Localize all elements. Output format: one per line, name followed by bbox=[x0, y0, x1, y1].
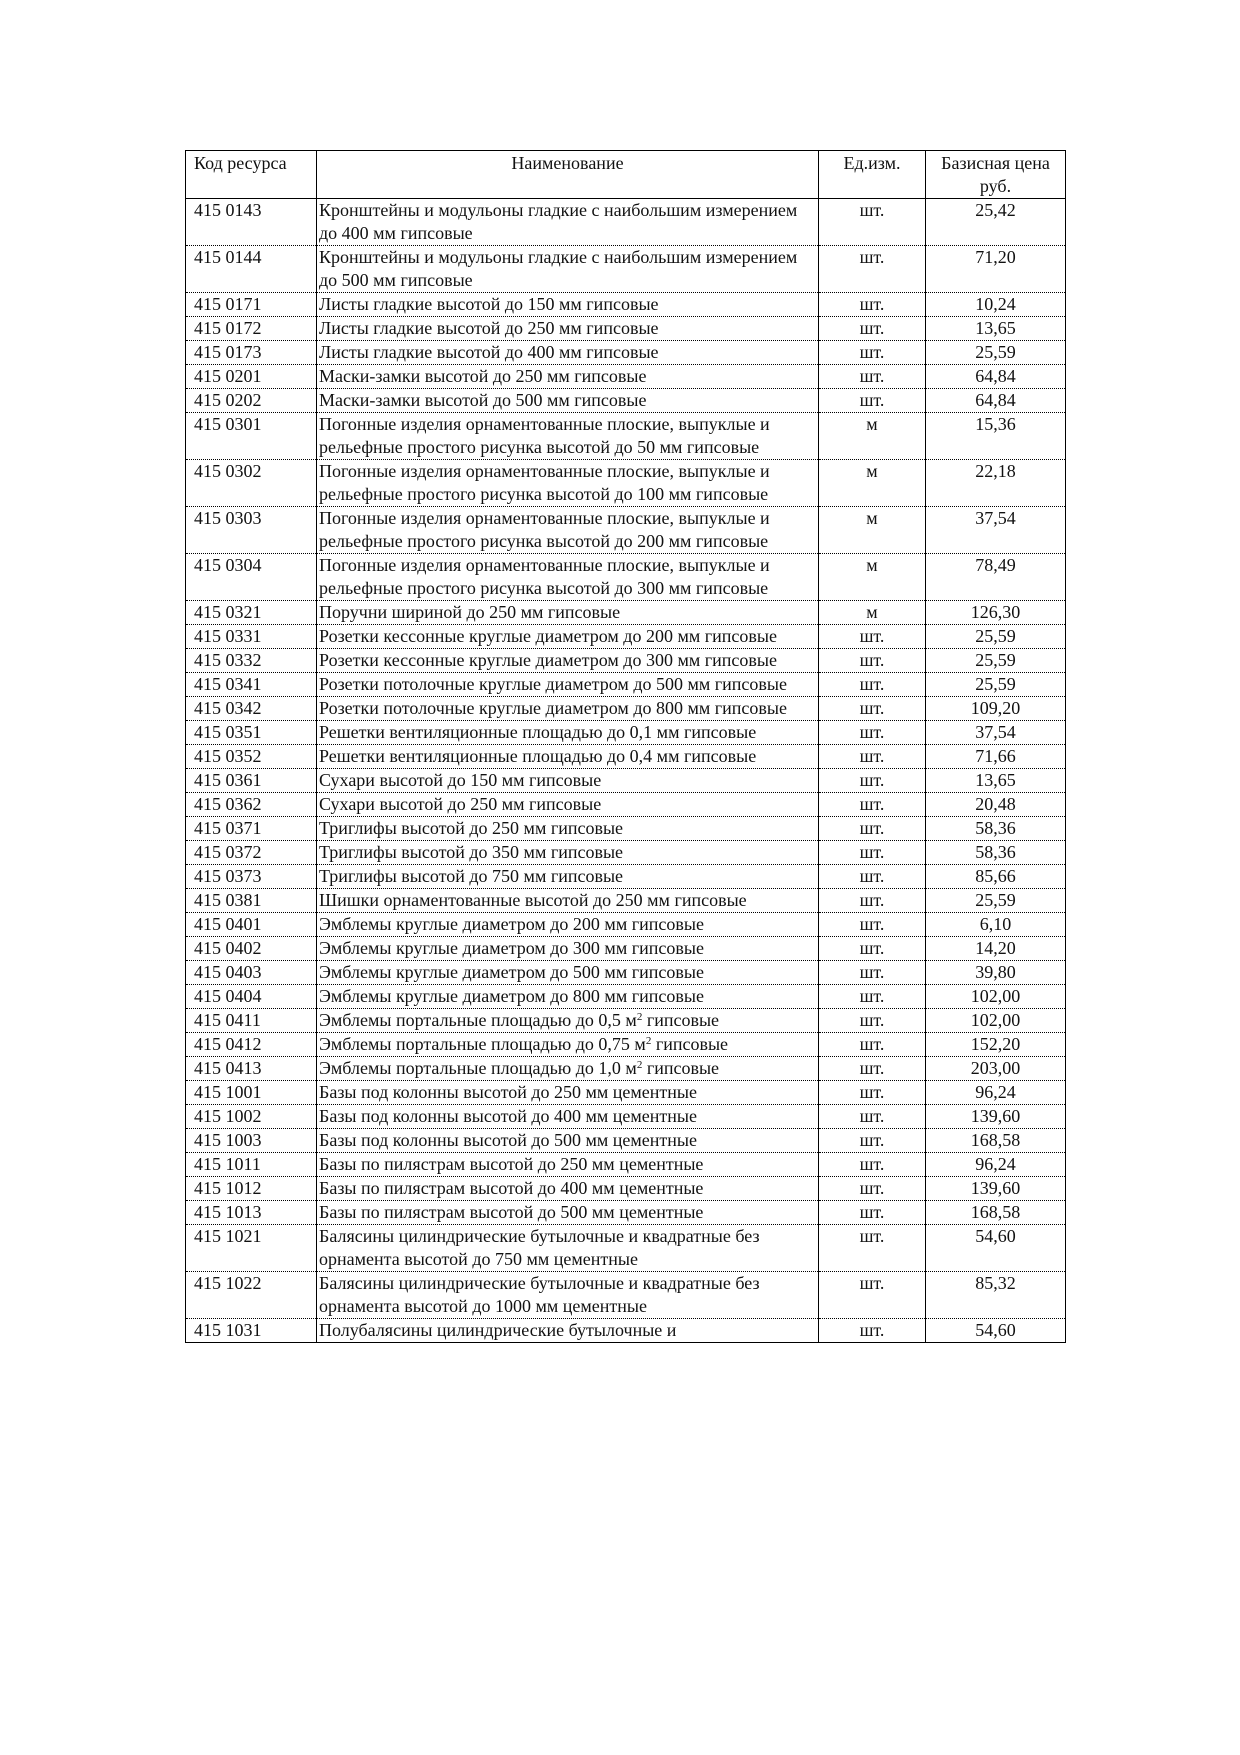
table-row bbox=[186, 601, 1066, 625]
table-row bbox=[186, 341, 1066, 365]
resource-name-cell bbox=[317, 1033, 819, 1057]
unit-cell: шт. bbox=[819, 293, 926, 317]
price-cell: 139,60 bbox=[926, 1105, 1066, 1129]
resource-code-cell: 415 0173 bbox=[186, 341, 317, 365]
resource-name-cell: Розетки кессонные круглые диаметром до 200 мм гипсовые bbox=[317, 625, 819, 649]
resource-name-cell: Эмблемы круглые диаметром до 800 мм гипсовые bbox=[317, 985, 819, 1009]
table-row bbox=[186, 745, 1066, 769]
table-row bbox=[186, 317, 1066, 341]
name-superscript: 2 bbox=[636, 1059, 643, 1071]
resource-name-cell: Розетки потолочные круглые диаметром до 800 мм гипсовые bbox=[317, 697, 819, 721]
price-cell: 54,60 bbox=[926, 1225, 1066, 1272]
resource-name-cell: Базы по пилястрам высотой до 400 мм цементные bbox=[317, 1177, 819, 1201]
unit-cell: шт. bbox=[819, 721, 926, 745]
table-row bbox=[186, 817, 1066, 841]
unit-cell: м bbox=[819, 460, 926, 507]
resource-code-cell: 415 0302 bbox=[186, 460, 317, 507]
resource-code-cell: 415 0371 bbox=[186, 817, 317, 841]
resource-code-cell: 415 0372 bbox=[186, 841, 317, 865]
resource-code-cell: 415 1022 bbox=[186, 1272, 317, 1319]
resource-name-cell: Решетки вентиляционные площадью до 0,1 мм гипсовые bbox=[317, 721, 819, 745]
resource-name-cell: Полубалясины цилиндрические бутылочные и bbox=[317, 1319, 819, 1343]
table-row bbox=[186, 389, 1066, 413]
resource-code-cell: 415 0201 bbox=[186, 365, 317, 389]
unit-cell: шт. bbox=[819, 1057, 926, 1081]
unit-cell: шт. bbox=[819, 841, 926, 865]
unit-cell: шт. bbox=[819, 1081, 926, 1105]
table-row bbox=[186, 460, 1066, 507]
price-cell: 139,60 bbox=[926, 1177, 1066, 1201]
unit-cell: шт. bbox=[819, 246, 926, 293]
resource-name-cell: Эмблемы круглые диаметром до 300 мм гипсовые bbox=[317, 937, 819, 961]
resource-code-cell: 415 0332 bbox=[186, 649, 317, 673]
price-cell: 168,58 bbox=[926, 1201, 1066, 1225]
table-row bbox=[186, 985, 1066, 1009]
resource-name-cell: Погонные изделия орнаментованные плоские, выпуклые и рельефные простого рисунка высотой до 200 мм гипсовые bbox=[317, 507, 819, 554]
resource-code-cell: 415 1011 bbox=[186, 1153, 317, 1177]
price-cell: 85,32 bbox=[926, 1272, 1066, 1319]
table-row bbox=[186, 1105, 1066, 1129]
resource-code-cell: 415 1001 bbox=[186, 1081, 317, 1105]
resource-code-cell: 415 1002 bbox=[186, 1105, 317, 1129]
resource-name-cell: Листы гладкие высотой до 150 мм гипсовые bbox=[317, 293, 819, 317]
table-body bbox=[186, 199, 1066, 1343]
resource-code-cell: 415 0404 bbox=[186, 985, 317, 1009]
table-row bbox=[186, 507, 1066, 554]
unit-cell: шт. bbox=[819, 745, 926, 769]
resource-code-cell: 415 0331 bbox=[186, 625, 317, 649]
price-cell: 14,20 bbox=[926, 937, 1066, 961]
table-row bbox=[186, 1129, 1066, 1153]
unit-cell: шт. bbox=[819, 1225, 926, 1272]
table-row bbox=[186, 1057, 1066, 1081]
resource-name-cell: Шишки орнаментованные высотой до 250 мм гипсовые bbox=[317, 889, 819, 913]
resource-name-cell bbox=[317, 1009, 819, 1033]
price-cell: 78,49 bbox=[926, 554, 1066, 601]
price-cell: 96,24 bbox=[926, 1081, 1066, 1105]
resource-code-cell: 415 0143 bbox=[186, 199, 317, 246]
price-cell: 6,10 bbox=[926, 913, 1066, 937]
table-row bbox=[186, 961, 1066, 985]
unit-cell: м bbox=[819, 413, 926, 460]
price-cell: 126,30 bbox=[926, 601, 1066, 625]
resource-code-cell: 415 0402 bbox=[186, 937, 317, 961]
table-row bbox=[186, 199, 1066, 246]
resource-code-cell: 415 1012 bbox=[186, 1177, 317, 1201]
unit-cell: шт. bbox=[819, 673, 926, 697]
resource-name-cell: Балясины цилиндрические бутылочные и квадратные без орнамента высотой до 750 мм цементные bbox=[317, 1225, 819, 1272]
price-cell: 71,66 bbox=[926, 745, 1066, 769]
unit-cell: шт. bbox=[819, 985, 926, 1009]
resource-name-cell: Погонные изделия орнаментованные плоские, выпуклые и рельефные простого рисунка высотой до 50 мм гипсовые bbox=[317, 413, 819, 460]
table-row bbox=[186, 913, 1066, 937]
table-row bbox=[186, 1081, 1066, 1105]
table-row bbox=[186, 793, 1066, 817]
price-cell: 20,48 bbox=[926, 793, 1066, 817]
unit-cell: шт. bbox=[819, 1105, 926, 1129]
resource-name-cell: Погонные изделия орнаментованные плоские, выпуклые и рельефные простого рисунка высотой до 300 мм гипсовые bbox=[317, 554, 819, 601]
price-cell: 25,59 bbox=[926, 673, 1066, 697]
table-row bbox=[186, 1272, 1066, 1319]
unit-cell: шт. bbox=[819, 889, 926, 913]
resource-code-cell: 415 1013 bbox=[186, 1201, 317, 1225]
unit-cell: м bbox=[819, 601, 926, 625]
unit-cell: шт. bbox=[819, 937, 926, 961]
unit-cell: шт. bbox=[819, 625, 926, 649]
table-row bbox=[186, 769, 1066, 793]
table-row bbox=[186, 365, 1066, 389]
unit-cell: шт. bbox=[819, 913, 926, 937]
price-cell: 109,20 bbox=[926, 697, 1066, 721]
unit-cell: шт. bbox=[819, 1201, 926, 1225]
price-cell: 37,54 bbox=[926, 721, 1066, 745]
unit-cell: шт. bbox=[819, 199, 926, 246]
price-cell: 102,00 bbox=[926, 1009, 1066, 1033]
resource-name-cell: Розетки потолочные круглые диаметром до 500 мм гипсовые bbox=[317, 673, 819, 697]
price-table bbox=[185, 150, 1066, 1343]
resource-name-cell: Триглифы высотой до 250 мм гипсовые bbox=[317, 817, 819, 841]
resource-name-cell: Листы гладкие высотой до 400 мм гипсовые bbox=[317, 341, 819, 365]
resource-name-cell: Маски-замки высотой до 500 мм гипсовые bbox=[317, 389, 819, 413]
price-cell: 58,36 bbox=[926, 841, 1066, 865]
unit-cell: шт. bbox=[819, 865, 926, 889]
unit-cell: шт. bbox=[819, 961, 926, 985]
price-cell: 22,18 bbox=[926, 460, 1066, 507]
price-cell: 25,59 bbox=[926, 625, 1066, 649]
table-row bbox=[186, 293, 1066, 317]
resource-code-cell: 415 0321 bbox=[186, 601, 317, 625]
price-cell: 13,65 bbox=[926, 769, 1066, 793]
resource-code-cell: 415 1021 bbox=[186, 1225, 317, 1272]
unit-cell: шт. bbox=[819, 1319, 926, 1343]
table-row bbox=[186, 413, 1066, 460]
resource-name-cell: Кронштейны и модульоны гладкие с наибольшим измерением до 400 мм гипсовые bbox=[317, 199, 819, 246]
table-row bbox=[186, 721, 1066, 745]
resource-code-cell: 415 0381 bbox=[186, 889, 317, 913]
resource-code-cell: 415 0341 bbox=[186, 673, 317, 697]
resource-name-cell bbox=[317, 1057, 819, 1081]
resource-name-cell: Базы по пилястрам высотой до 500 мм цементные bbox=[317, 1201, 819, 1225]
table-row bbox=[186, 1177, 1066, 1201]
name-text-suffix: гипсовые bbox=[651, 1034, 729, 1054]
unit-cell: шт. bbox=[819, 793, 926, 817]
unit-cell: шт. bbox=[819, 817, 926, 841]
unit-cell: м bbox=[819, 554, 926, 601]
header-row bbox=[186, 151, 1066, 199]
table-row bbox=[186, 841, 1066, 865]
resource-code-cell: 415 1031 bbox=[186, 1319, 317, 1343]
unit-cell: шт. bbox=[819, 649, 926, 673]
price-cell: 25,59 bbox=[926, 341, 1066, 365]
price-cell: 25,59 bbox=[926, 889, 1066, 913]
name-text-suffix: гипсовые bbox=[642, 1010, 720, 1030]
price-cell: 10,24 bbox=[926, 293, 1066, 317]
resource-code-cell: 415 0351 bbox=[186, 721, 317, 745]
table-row bbox=[186, 1319, 1066, 1343]
price-cell: 15,36 bbox=[926, 413, 1066, 460]
unit-cell: шт. bbox=[819, 1153, 926, 1177]
table-row bbox=[186, 554, 1066, 601]
price-cell: 58,36 bbox=[926, 817, 1066, 841]
resource-code-cell: 415 0342 bbox=[186, 697, 317, 721]
unit-cell: шт. bbox=[819, 1033, 926, 1057]
resource-code-cell: 415 0413 bbox=[186, 1057, 317, 1081]
resource-name-cell: Сухари высотой до 150 мм гипсовые bbox=[317, 769, 819, 793]
resource-name-cell: Балясины цилиндрические бутылочные и квадратные без орнамента высотой до 1000 мм цементные bbox=[317, 1272, 819, 1319]
unit-cell: шт. bbox=[819, 341, 926, 365]
resource-name-cell: Базы под колонны высотой до 250 мм цементные bbox=[317, 1081, 819, 1105]
price-cell: 13,65 bbox=[926, 317, 1066, 341]
table-row bbox=[186, 1225, 1066, 1272]
price-cell: 37,54 bbox=[926, 507, 1066, 554]
price-cell: 168,58 bbox=[926, 1129, 1066, 1153]
resource-name-cell: Погонные изделия орнаментованные плоские, выпуклые и рельефные простого рисунка высотой до 100 мм гипсовые bbox=[317, 460, 819, 507]
resource-name-cell: Базы под колонны высотой до 500 мм цементные bbox=[317, 1129, 819, 1153]
table-row bbox=[186, 649, 1066, 673]
price-cell: 96,24 bbox=[926, 1153, 1066, 1177]
resource-name-cell: Сухари высотой до 250 мм гипсовые bbox=[317, 793, 819, 817]
name-superscript: 2 bbox=[645, 1035, 652, 1047]
resource-code-cell: 415 0144 bbox=[186, 246, 317, 293]
unit-cell: шт. bbox=[819, 697, 926, 721]
resource-code-cell: 415 0304 bbox=[186, 554, 317, 601]
unit-cell: шт. bbox=[819, 1129, 926, 1153]
price-cell: 54,60 bbox=[926, 1319, 1066, 1343]
unit-cell: шт. bbox=[819, 1009, 926, 1033]
price-cell: 64,84 bbox=[926, 365, 1066, 389]
unit-cell: шт. bbox=[819, 365, 926, 389]
resource-code-cell: 415 0403 bbox=[186, 961, 317, 985]
resource-code-cell: 415 1003 bbox=[186, 1129, 317, 1153]
resource-name-cell: Розетки кессонные круглые диаметром до 300 мм гипсовые bbox=[317, 649, 819, 673]
resource-name-cell: Базы под колонны высотой до 400 мм цементные bbox=[317, 1105, 819, 1129]
resource-name-cell: Поручни шириной до 250 мм гипсовые bbox=[317, 601, 819, 625]
table-row bbox=[186, 1009, 1066, 1033]
resource-code-cell: 415 0361 bbox=[186, 769, 317, 793]
resource-name-cell: Триглифы высотой до 750 мм гипсовые bbox=[317, 865, 819, 889]
resource-name-cell: Базы по пилястрам высотой до 250 мм цементные bbox=[317, 1153, 819, 1177]
header-price: Базисная цена руб. bbox=[926, 151, 1066, 199]
header-unit: Ед.изм. bbox=[819, 151, 926, 199]
resource-name-cell: Листы гладкие высотой до 250 мм гипсовые bbox=[317, 317, 819, 341]
resource-name-cell: Эмблемы круглые диаметром до 200 мм гипсовые bbox=[317, 913, 819, 937]
price-cell: 152,20 bbox=[926, 1033, 1066, 1057]
unit-cell: шт. bbox=[819, 1177, 926, 1201]
table-row bbox=[186, 889, 1066, 913]
name-superscript: 2 bbox=[636, 1011, 643, 1023]
resource-code-cell: 415 0352 bbox=[186, 745, 317, 769]
resource-code-cell: 415 0301 bbox=[186, 413, 317, 460]
name-text: Эмблемы портальные площадью до 0,5 м bbox=[319, 1010, 637, 1030]
resource-code-cell: 415 0202 bbox=[186, 389, 317, 413]
resource-code-cell: 415 0411 bbox=[186, 1009, 317, 1033]
name-text: Эмблемы портальные площадью до 0,75 м bbox=[319, 1034, 646, 1054]
resource-name-cell: Решетки вентиляционные площадью до 0,4 мм гипсовые bbox=[317, 745, 819, 769]
table-row bbox=[186, 673, 1066, 697]
resource-code-cell: 415 0401 bbox=[186, 913, 317, 937]
table-row bbox=[186, 246, 1066, 293]
price-cell: 25,59 bbox=[926, 649, 1066, 673]
resource-code-cell: 415 0303 bbox=[186, 507, 317, 554]
price-cell: 85,66 bbox=[926, 865, 1066, 889]
resource-code-cell: 415 0412 bbox=[186, 1033, 317, 1057]
name-text-suffix: гипсовые bbox=[642, 1058, 720, 1078]
resource-code-cell: 415 0362 bbox=[186, 793, 317, 817]
table-row bbox=[186, 1201, 1066, 1225]
resource-name-cell: Эмблемы круглые диаметром до 500 мм гипсовые bbox=[317, 961, 819, 985]
price-cell: 64,84 bbox=[926, 389, 1066, 413]
unit-cell: м bbox=[819, 507, 926, 554]
resource-code-cell: 415 0373 bbox=[186, 865, 317, 889]
price-cell: 102,00 bbox=[926, 985, 1066, 1009]
resource-name-cell: Триглифы высотой до 350 мм гипсовые bbox=[317, 841, 819, 865]
unit-cell: шт. bbox=[819, 389, 926, 413]
unit-cell: шт. bbox=[819, 317, 926, 341]
resource-name-cell: Маски-замки высотой до 250 мм гипсовые bbox=[317, 365, 819, 389]
table-row bbox=[186, 625, 1066, 649]
table-row bbox=[186, 697, 1066, 721]
price-cell: 71,20 bbox=[926, 246, 1066, 293]
resource-code-cell: 415 0172 bbox=[186, 317, 317, 341]
unit-cell: шт. bbox=[819, 1272, 926, 1319]
table-row bbox=[186, 937, 1066, 961]
resource-name-cell: Кронштейны и модульоны гладкие с наибольшим измерением до 500 мм гипсовые bbox=[317, 246, 819, 293]
resource-code-cell: 415 0171 bbox=[186, 293, 317, 317]
price-cell: 39,80 bbox=[926, 961, 1066, 985]
header-name: Наименование bbox=[317, 151, 819, 199]
price-cell: 25,42 bbox=[926, 199, 1066, 246]
table-row bbox=[186, 1153, 1066, 1177]
table-row bbox=[186, 865, 1066, 889]
header-code: Код ресурса bbox=[186, 151, 317, 199]
name-text: Эмблемы портальные площадью до 1,0 м bbox=[319, 1058, 637, 1078]
table-row bbox=[186, 1033, 1066, 1057]
unit-cell: шт. bbox=[819, 769, 926, 793]
price-cell: 203,00 bbox=[926, 1057, 1066, 1081]
